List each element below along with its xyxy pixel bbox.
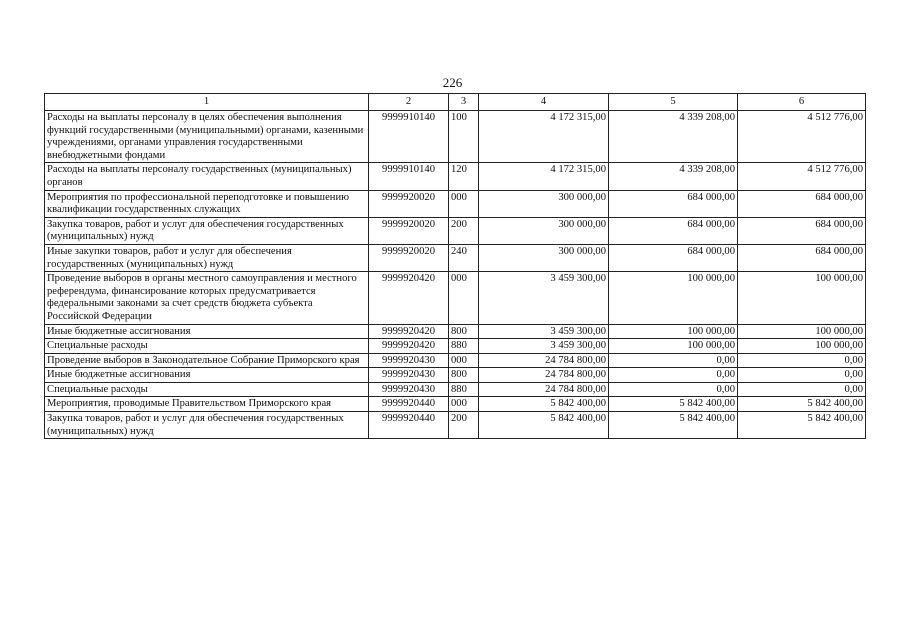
row-amount-col6: 4 512 776,00 — [738, 163, 866, 190]
row-name: Мероприятия, проводимые Правительством Приморского края — [45, 397, 369, 412]
row-name: Расходы на выплаты персоналу государственных (муниципальных) органов — [45, 163, 369, 190]
row-name: Иные бюджетные ассигнования — [45, 324, 369, 339]
row-amount-col6: 684 000,00 — [738, 217, 866, 244]
row-amount-col4: 5 842 400,00 — [479, 397, 609, 412]
row-expense-type: 000 — [449, 190, 479, 217]
row-code: 9999920430 — [369, 382, 449, 397]
row-amount-col6: 100 000,00 — [738, 272, 866, 324]
row-name: Мероприятия по профессиональной переподготовке и повышению квалификации государственных служащих — [45, 190, 369, 217]
row-expense-type: 240 — [449, 244, 479, 271]
row-code: 9999920440 — [369, 412, 449, 439]
row-amount-col5: 5 842 400,00 — [609, 397, 738, 412]
row-amount-col6: 100 000,00 — [738, 339, 866, 354]
budget-table — [44, 93, 866, 439]
row-amount-col5: 4 339 208,00 — [609, 111, 738, 163]
row-expense-type: 880 — [449, 382, 479, 397]
row-code: 9999920430 — [369, 353, 449, 368]
table-row — [45, 353, 866, 368]
row-code: 9999910140 — [369, 111, 449, 163]
row-name: Закупка товаров, работ и услуг для обеспечения государственных (муниципальных) нужд — [45, 217, 369, 244]
row-name: Иные бюджетные ассигнования — [45, 368, 369, 383]
table-row — [45, 190, 866, 217]
row-code: 9999920420 — [369, 324, 449, 339]
row-amount-col4: 4 172 315,00 — [479, 111, 609, 163]
table-row — [45, 111, 866, 163]
table-row — [45, 382, 866, 397]
row-name: Закупка товаров, работ и услуг для обеспечения государственных (муниципальных) нужд — [45, 412, 369, 439]
row-name: Расходы на выплаты персоналу в целях обеспечения выполнения функций государственными (муниципальными) органами, казенными учреждениями, органами управления государственными внебюджетными фондами — [45, 111, 369, 163]
row-code: 9999910140 — [369, 163, 449, 190]
row-amount-col6: 684 000,00 — [738, 190, 866, 217]
row-expense-type: 000 — [449, 272, 479, 324]
row-amount-col4: 5 842 400,00 — [479, 412, 609, 439]
row-amount-col5: 684 000,00 — [609, 217, 738, 244]
row-amount-col6: 0,00 — [738, 368, 866, 383]
row-amount-col5: 0,00 — [609, 368, 738, 383]
row-amount-col5: 100 000,00 — [609, 324, 738, 339]
row-amount-col4: 24 784 800,00 — [479, 368, 609, 383]
row-expense-type: 000 — [449, 353, 479, 368]
row-amount-col5: 0,00 — [609, 353, 738, 368]
row-amount-col4: 3 459 300,00 — [479, 339, 609, 354]
table-row — [45, 324, 866, 339]
row-expense-type: 200 — [449, 217, 479, 244]
row-amount-col5: 5 842 400,00 — [609, 412, 738, 439]
row-amount-col6: 5 842 400,00 — [738, 397, 866, 412]
row-amount-col6: 4 512 776,00 — [738, 111, 866, 163]
column-header: 3 — [449, 94, 479, 111]
row-code: 9999920420 — [369, 272, 449, 324]
table-row — [45, 163, 866, 190]
table-row — [45, 272, 866, 324]
row-amount-col4: 300 000,00 — [479, 217, 609, 244]
row-name: Специальные расходы — [45, 382, 369, 397]
row-expense-type: 200 — [449, 412, 479, 439]
column-header: 5 — [609, 94, 738, 111]
table-row — [45, 339, 866, 354]
column-header: 6 — [738, 94, 866, 111]
row-amount-col6: 5 842 400,00 — [738, 412, 866, 439]
row-amount-col5: 4 339 208,00 — [609, 163, 738, 190]
row-code: 9999920020 — [369, 190, 449, 217]
row-expense-type: 120 — [449, 163, 479, 190]
table-row — [45, 217, 866, 244]
table-row — [45, 397, 866, 412]
row-amount-col4: 24 784 800,00 — [479, 382, 609, 397]
row-code: 9999920420 — [369, 339, 449, 354]
row-amount-col6: 0,00 — [738, 382, 866, 397]
column-header: 2 — [369, 94, 449, 111]
row-amount-col4: 4 172 315,00 — [479, 163, 609, 190]
row-amount-col5: 684 000,00 — [609, 244, 738, 271]
row-amount-col6: 684 000,00 — [738, 244, 866, 271]
row-expense-type: 000 — [449, 397, 479, 412]
row-amount-col4: 3 459 300,00 — [479, 324, 609, 339]
table-row — [45, 244, 866, 271]
row-expense-type: 880 — [449, 339, 479, 354]
row-expense-type: 100 — [449, 111, 479, 163]
table-row — [45, 412, 866, 439]
row-amount-col5: 100 000,00 — [609, 339, 738, 354]
row-amount-col4: 24 784 800,00 — [479, 353, 609, 368]
row-amount-col4: 3 459 300,00 — [479, 272, 609, 324]
row-name: Проведение выборов в органы местного самоуправления и местного референдума, финансирование которых предусматривается федеральными законами за счет средств бюджета субъекта Российской Федерации — [45, 272, 369, 324]
page-number: 226 — [442, 75, 463, 90]
row-amount-col6: 0,00 — [738, 353, 866, 368]
row-expense-type: 800 — [449, 368, 479, 383]
row-amount-col4: 300 000,00 — [479, 244, 609, 271]
row-code: 9999920020 — [369, 217, 449, 244]
row-amount-col4: 300 000,00 — [479, 190, 609, 217]
table-row — [45, 368, 866, 383]
row-amount-col5: 100 000,00 — [609, 272, 738, 324]
row-name: Специальные расходы — [45, 339, 369, 354]
row-amount-col6: 100 000,00 — [738, 324, 866, 339]
row-code: 9999920440 — [369, 397, 449, 412]
row-name: Иные закупки товаров, работ и услуг для обеспечения государственных (муниципальных) нужд — [45, 244, 369, 271]
column-header: 4 — [479, 94, 609, 111]
row-expense-type: 800 — [449, 324, 479, 339]
row-code: 9999920020 — [369, 244, 449, 271]
row-name: Проведение выборов в Законодательное Собрание Приморского края — [45, 353, 369, 368]
row-amount-col5: 0,00 — [609, 382, 738, 397]
row-amount-col5: 684 000,00 — [609, 190, 738, 217]
table-header-row — [45, 94, 866, 111]
column-header: 1 — [45, 94, 369, 111]
row-code: 9999920430 — [369, 368, 449, 383]
